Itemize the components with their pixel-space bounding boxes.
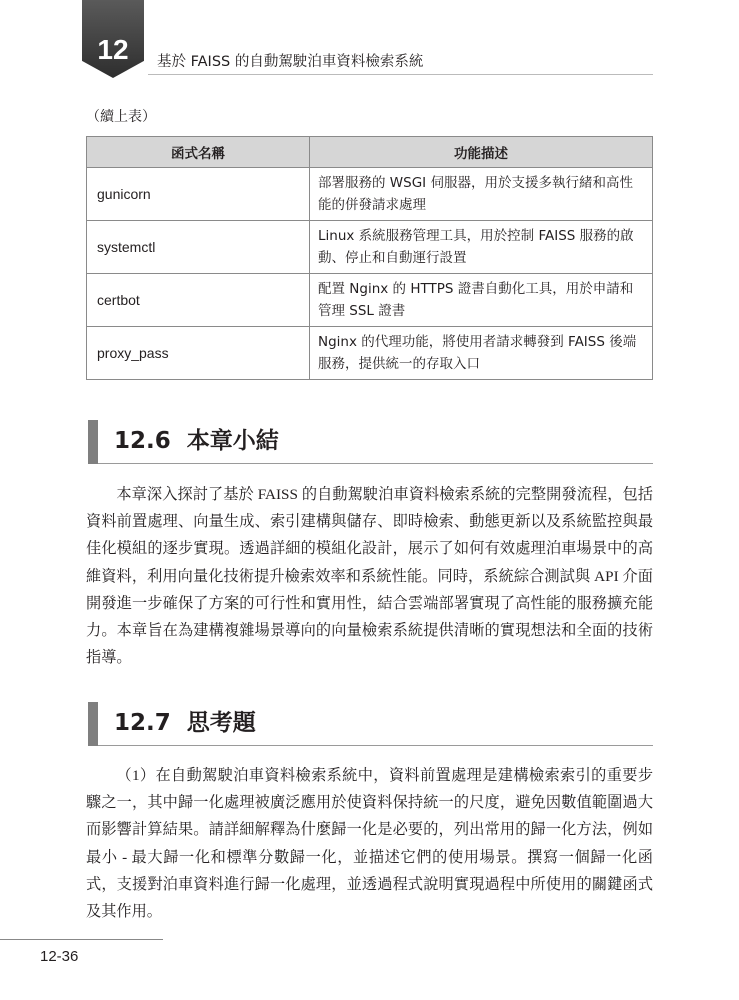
function-name-cell: proxy_pass [87, 327, 310, 380]
function-name-cell: certbot [87, 274, 310, 327]
section-marker-bar [88, 702, 98, 746]
column-header-function-name: 函式名稱 [87, 137, 310, 168]
running-title: 基於 FAISS 的自動駕駛泊車資料檢索系統 [157, 54, 424, 70]
function-table [86, 136, 653, 380]
chapter-number: 12 [97, 34, 129, 65]
table-row [87, 274, 653, 327]
function-description-cell: 配置 Nginx 的 HTTPS 證書自動化工具，用於申請和管理 SSL 證書 [310, 274, 653, 327]
exercise-paragraph: （1）在自動駕駛泊車資料檢索系統中，資料前置處理是建構檢索索引的重要步驟之一，其中歸一化處理被廣泛應用於使資料保持統一的尺度，避免因數值範圍過大而影響計算結果。請詳細解釋為什麼歸一化是必要的，列出常用的歸一化方法，例如最小 - 最大歸一化和標準分數歸一化，並描述它們的使用場景。撰寫一個歸一化函式，支援對泊車資料進行歸一化處理，並透過程式說明實現過程中所使用的關鍵函式及其作用。 [86, 767, 653, 921]
table-row [87, 168, 653, 221]
summary-paragraph: 本章深入探討了基於 FAISS 的自動駕駛泊車資料檢索系統的完整開發流程，包括資料前置處理、向量生成、索引建構與儲存、即時檢索、動態更新以及系統監控與最佳化模組的逐步實現。透過詳細的模組化設計，展示了如何有效處理泊車場景中的高維資料，利用向量化技術提升檢索效率和系統性能。同時，系統綜合測試與 API 介面開發進一步確保了方案的可行性和實用性，結合雲端部署實現了高性能的服務擴充能力。本章旨在為建構複雜場景導向的向量檢索系統提供清晰的實現想法和全面的技術指導。 [86, 486, 653, 667]
header-rule [148, 74, 653, 75]
footer-rule [0, 939, 163, 940]
function-description-cell: Nginx 的代理功能，將使用者請求轉發到 FAISS 後端服務，提供統一的存取入口 [310, 327, 653, 380]
function-name-cell: gunicorn [87, 168, 310, 221]
function-description-cell: 部署服務的 WSGI 伺服器，用於支援多執行緒和高性能的併發請求處理 [310, 168, 653, 221]
section-title: 12.6 本章小結 [114, 428, 279, 454]
section-marker-bar [88, 420, 98, 464]
function-name-cell: systemctl [87, 221, 310, 274]
section-heading-summary [88, 420, 653, 464]
table-row [87, 221, 653, 274]
page-number: 12-36 [40, 948, 79, 965]
table-continued-label: （續上表） [86, 109, 156, 125]
column-header-description: 功能描述 [310, 137, 653, 168]
function-description-cell: Linux 系統服務管理工具，用於控制 FAISS 服務的啟動、停止和自動運行設置 [310, 221, 653, 274]
section-heading-exercises [88, 702, 653, 746]
table-header-row [87, 137, 653, 168]
section-rule [98, 745, 653, 746]
section-title: 12.7 思考題 [114, 710, 256, 736]
table-row [87, 327, 653, 380]
section-rule [98, 463, 653, 464]
